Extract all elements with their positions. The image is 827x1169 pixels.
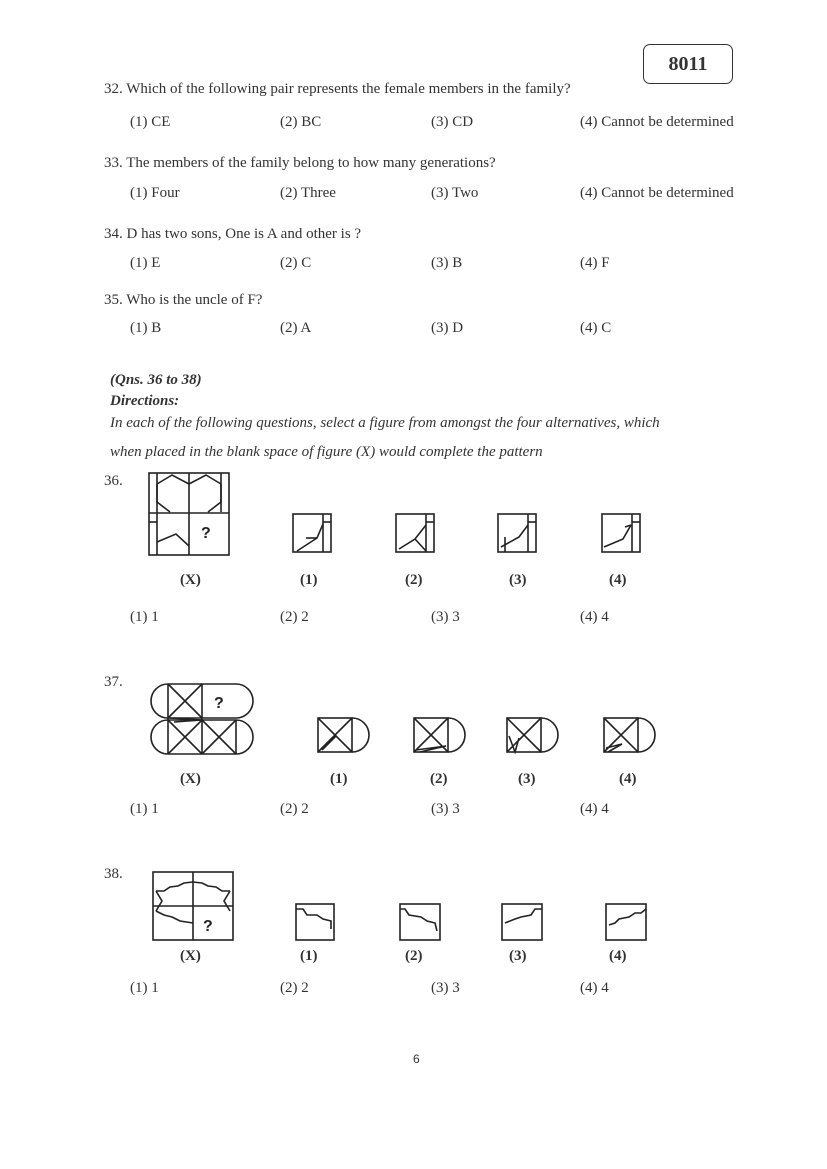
q38-option-figure-3: [501, 903, 543, 941]
q38-label-1: (1): [300, 948, 318, 964]
q37-option-1: (1) 1: [130, 801, 159, 817]
question-37-number: 37.: [104, 674, 123, 690]
q36-option-figure-1: [292, 513, 332, 553]
question-33-text: 33. The members of the family belong to how many generations?: [104, 155, 496, 171]
q36-figure-x: [148, 472, 230, 556]
question-34-text: 34. D has two sons, One is A and other is ?: [104, 226, 362, 242]
q37-option-figure-2: [412, 716, 466, 754]
q35-option-1: (1) B: [130, 320, 162, 336]
q38-option-4: (4) 4: [580, 980, 609, 996]
q32-option-1: (1) CE: [130, 114, 171, 130]
q33-option-4: (4) Cannot be determined: [580, 185, 734, 201]
q37-option-3: (3) 3: [431, 801, 460, 817]
q37-option-figure-1: [316, 716, 370, 754]
directions-range: (Qns. 36 to 38): [110, 372, 202, 388]
q36-option-figure-3: [497, 513, 537, 553]
q34-option-4: (4) F: [580, 255, 610, 271]
q37-option-figure-3: [505, 716, 559, 754]
q36-option-figure-4: [601, 513, 641, 553]
q38-label-x: (X): [180, 948, 201, 964]
q36-option-4: (4) 4: [580, 609, 609, 625]
q38-option-3: (3) 3: [431, 980, 460, 996]
q33-option-3: (3) Two: [431, 185, 479, 201]
q36-label-1: (1): [300, 572, 318, 588]
q38-label-2: (2): [405, 948, 423, 964]
q36-option-2: (2) 2: [280, 609, 309, 625]
q37-figure-x: [150, 682, 254, 756]
directions-heading: Directions:: [110, 393, 180, 409]
q37-question-mark: ?: [214, 695, 224, 712]
q37-option-4: (4) 4: [580, 801, 609, 817]
q36-question-mark: ?: [201, 525, 211, 542]
q36-option-figure-2: [395, 513, 435, 553]
q38-option-2: (2) 2: [280, 980, 309, 996]
q38-figure-x: [152, 871, 234, 941]
q32-option-3: (3) CD: [431, 114, 474, 130]
q38-option-1: (1) 1: [130, 980, 159, 996]
q32-option-4: (4) Cannot be determined: [580, 114, 734, 130]
q38-option-figure-4: [605, 903, 647, 941]
q38-label-4: (4): [609, 948, 627, 964]
q33-option-1: (1) Four: [130, 185, 180, 201]
directions-line-2: when placed in the blank space of figure (X) would complete the pattern: [110, 444, 543, 460]
q36-label-4: (4): [609, 572, 627, 588]
q35-option-2: (2) A: [280, 320, 312, 336]
q36-option-3: (3) 3: [431, 609, 460, 625]
q32-option-2: (2) BC: [280, 114, 322, 130]
q37-label-1: (1): [330, 771, 348, 787]
q38-option-figure-2: [399, 903, 441, 941]
q36-label-2: (2): [405, 572, 423, 588]
question-32-text: 32. Which of the following pair represents the female members in the family?: [104, 81, 571, 97]
q37-label-4: (4): [619, 771, 637, 787]
q38-question-mark: ?: [203, 918, 213, 935]
q34-option-1: (1) E: [130, 255, 161, 271]
q37-label-3: (3): [518, 771, 536, 787]
q37-label-2: (2): [430, 771, 448, 787]
q35-option-4: (4) C: [580, 320, 612, 336]
q35-option-3: (3) D: [431, 320, 464, 336]
q36-label-x: (X): [180, 572, 201, 588]
q37-option-2: (2) 2: [280, 801, 309, 817]
paper-code-box: 8011: [643, 44, 733, 84]
question-38-number: 38.: [104, 866, 123, 882]
q34-option-3: (3) B: [431, 255, 463, 271]
q34-option-2: (2) C: [280, 255, 312, 271]
q33-option-2: (2) Three: [280, 185, 336, 201]
q38-label-3: (3): [509, 948, 527, 964]
question-35-text: 35. Who is the uncle of F?: [104, 292, 263, 308]
q36-label-3: (3): [509, 572, 527, 588]
q36-option-1: (1) 1: [130, 609, 159, 625]
page-number: 6: [413, 1052, 420, 1066]
q38-option-figure-1: [295, 903, 335, 941]
q37-option-figure-4: [602, 716, 656, 754]
question-36-number: 36.: [104, 473, 123, 489]
directions-line-1: In each of the following questions, select a figure from amongst the four alternatives, which: [110, 415, 660, 431]
q37-label-x: (X): [180, 771, 201, 787]
